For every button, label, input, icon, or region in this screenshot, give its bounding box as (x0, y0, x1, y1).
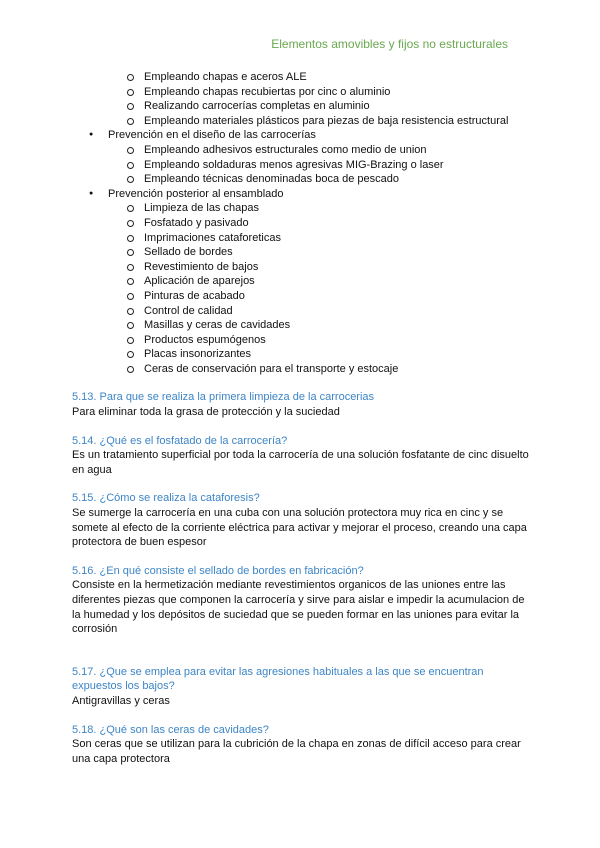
list-item: Empleando materiales plásticos para piezas de baja resistencia estructural (72, 114, 532, 129)
lead-sublist (72, 70, 532, 128)
list-item: Empleando soldaduras menos agresivas MIG-Brazing o laser (72, 158, 532, 173)
list-item: Revestimiento de bajos (72, 260, 532, 275)
question-heading: 5.13. Para que se realiza la primera limpieza de la carrocerias (72, 391, 375, 404)
document-body (72, 70, 532, 766)
bullet-item-post-assembly-prevention (72, 187, 532, 377)
question-heading: 5.14. ¿Qué es el fosfatado de la carrocería? (72, 434, 288, 447)
list-item: Control de calidad (72, 304, 532, 319)
qa-block-5-14 (72, 434, 532, 478)
qa-block-5-17 (72, 665, 532, 709)
list-item: Imprimaciones cataforeticas (72, 231, 532, 246)
list-item: Placas insonorizantes (72, 347, 532, 362)
qa-block-5-18 (72, 723, 532, 767)
qa-block-5-15 (72, 491, 532, 549)
list-item: Ceras de conservación para el transporte y estocaje (72, 362, 532, 377)
question-heading: 5.17. ¿Que se emplea para evitar las agresiones habituales a las que se encuentran expuestos los bajos? (72, 665, 484, 693)
list-item: Masillas y ceras de cavidades (72, 318, 532, 333)
page-header-title: Elementos amovibles y fijos no estructurales (271, 37, 508, 51)
list-item: Pinturas de acabado (72, 289, 532, 304)
question-heading: 5.16. ¿En qué consiste el sellado de bordes en fabricación? (72, 564, 364, 577)
bullet-list (72, 128, 532, 376)
answer-text: Es un tratamiento superficial por toda la carrocería de una solución fosfatante de cinc disuelto en agua (72, 449, 529, 476)
list-item: Aplicación de aparejos (72, 274, 532, 289)
list-item: Empleando adhesivos estructurales como medio de union (72, 143, 532, 158)
answer-text: Para eliminar toda la grasa de protección y la suciedad (72, 406, 340, 419)
list-item: Productos espumógenos (72, 333, 532, 348)
answer-text: Se sumerge la carrocería en una cuba con una solución protectora muy rica en cinc y se somete al efecto de la corriente eléctrica para activar y mejorar el proceso, creando una capa protectora de buen espesor (72, 507, 527, 549)
list-item: Fosfatado y pasivado (72, 216, 532, 231)
list-item: Realizando carrocerías completas en aluminio (72, 99, 532, 114)
bullet-label: ● Prevención posterior al ensamblado (108, 187, 284, 200)
question-heading: 5.15. ¿Cómo se realiza la cataforesis? (72, 492, 260, 505)
qa-block-5-13 (72, 390, 532, 419)
sublist (72, 201, 532, 376)
sublist (72, 143, 532, 187)
list-item: Empleando chapas e aceros ALE (72, 70, 532, 85)
list-item: Empleando chapas recubiertas por cinc o aluminio (72, 85, 532, 100)
list-item: Empleando técnicas denominadas boca de pescado (72, 172, 532, 187)
list-item: Limpieza de las chapas (72, 201, 532, 216)
bullet-label: ● Prevención en el diseño de las carrocerías (108, 129, 316, 142)
answer-text: Son ceras que se utilizan para la cubrición de la chapa en zonas de difícil acceso para crear una capa protectora (72, 738, 521, 765)
bullet-item-design-prevention (72, 128, 532, 186)
question-heading: 5.18. ¿Qué son las ceras de cavidades? (72, 723, 269, 736)
answer-text: Antigravillas y ceras (72, 694, 170, 707)
answer-text: Consiste en la hermetización mediante revestimientos organicos de las uniones entre las diferentes piezas que componen la carrocería y sirve para aislar e impedir la acumulacion de la humedad y los depósitos de suciedad que se pueden formar en las uniones para evitar la corrosión (72, 579, 525, 636)
qa-block-5-16 (72, 564, 532, 637)
list-item: Sellado de bordes (72, 245, 532, 260)
